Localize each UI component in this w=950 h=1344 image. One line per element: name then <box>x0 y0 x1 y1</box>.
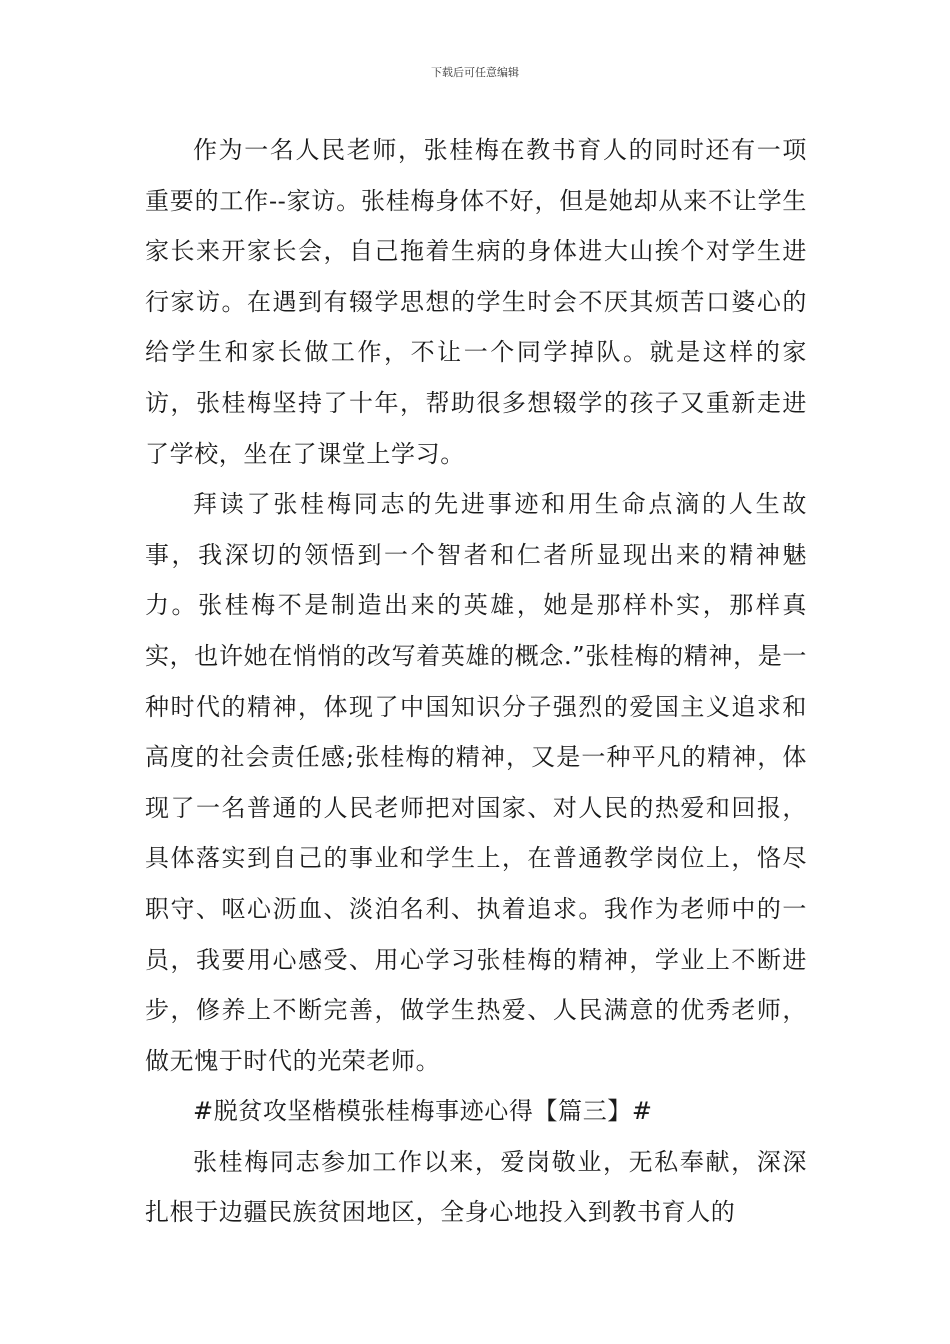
paragraph-home-visits: 作为一名人民老师，张桂梅在教书育人的同时还有一项重要的工作--家访。张桂梅身体不好，但是她却从来不让学生家长来开家长会，自己拖着生病的身体进大山挨个对学生进行家访。在遇到有辍学思想的学生时会不厌其烦苦口婆心的给学生和家长做工作，不让一个同学掉队。就是这样的家访，张桂梅坚持了十年，帮助很多想辍学的孩子又重新走进了学校，坐在了课堂上学习。 <box>145 136 807 468</box>
page-header: 下载后可任意编辑 <box>431 66 519 79</box>
paragraph-reflection: 拜读了张桂梅同志的先进事迹和用生命点滴的人生故事，我深切的领悟到一个智者和仁者所显现出来的精神魅力。张桂梅不是制造出来的英雄，她是那样朴实，那样真实，也许她在悄悄的改写着英雄的概念.”张桂梅的精神，是一种时代的精神，体现了中国知识分子强烈的爱国主义追求和高度的社会责任感;张桂梅的精神，又是一种平凡的精神，体现了一名普通的人民老师把对国家、对人民的热爱和回报，具体落实到自己的事业和学生上，在普通教学岗位上，恪尽职守、呕心沥血、淡泊名利、执着追求。我作为老师中的一员，我要用心感受、用心学习张桂梅的精神，学业上不断进步，修养上不断完善，做学生热爱、人民满意的优秀老师，做无愧于时代的光荣老师。 <box>145 490 807 1075</box>
section-heading: #脱贫攻坚楷模张桂梅事迹心得【篇三】# <box>193 1097 653 1126</box>
paragraph-part-three: 张桂梅同志参加工作以来，爱岗敬业，无私奉献，深深扎根于边疆民族贫困地区，全身心地投入到教书育人的 <box>145 1147 807 1227</box>
document-body <box>145 125 807 1238</box>
